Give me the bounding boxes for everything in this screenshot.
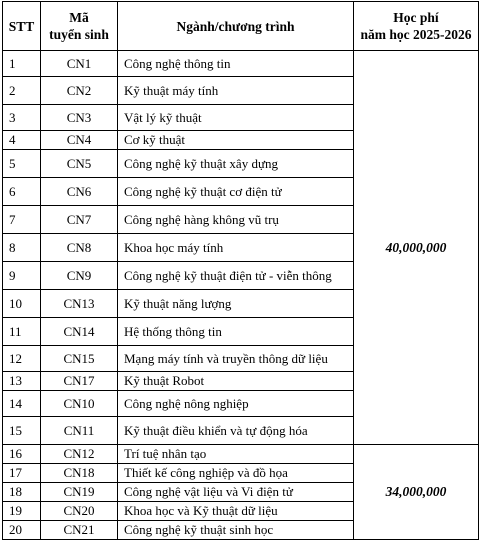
row-stt: 16: [3, 445, 41, 464]
row-code: CN1: [41, 51, 118, 77]
row-stt: 2: [3, 77, 41, 105]
row-program-name: Cơ kỹ thuật: [118, 131, 354, 150]
row-program-name: Công nghệ kỹ thuật sinh học: [118, 521, 354, 540]
row-program-name: Công nghệ thông tin: [118, 51, 354, 77]
row-stt: 3: [3, 105, 41, 131]
header-code-line1: Mã: [69, 10, 89, 25]
row-program-name: Công nghệ hàng không vũ trụ: [118, 206, 354, 234]
header-fee: [354, 2, 479, 51]
row-stt: 19: [3, 502, 41, 521]
row-stt: 11: [3, 318, 41, 346]
row-code: CN20: [41, 502, 118, 521]
row-stt: 1: [3, 51, 41, 77]
row-program-name: Công nghệ nông nghiệp: [118, 391, 354, 417]
row-program-name: Trí tuệ nhân tạo: [118, 445, 354, 464]
row-code: CN2: [41, 77, 118, 105]
row-code: CN18: [41, 464, 118, 483]
row-stt: 13: [3, 372, 41, 391]
row-code: CN15: [41, 346, 118, 372]
row-program-name: Khoa học máy tính: [118, 234, 354, 262]
row-code: CN13: [41, 290, 118, 318]
row-stt: 6: [3, 178, 41, 206]
row-stt: 12: [3, 346, 41, 372]
row-stt: 5: [3, 150, 41, 178]
row-code: CN4: [41, 131, 118, 150]
row-code: CN5: [41, 150, 118, 178]
row-stt: 8: [3, 234, 41, 262]
row-program-name: Kỹ thuật điều khiển và tự động hóa: [118, 417, 354, 445]
row-stt: 20: [3, 521, 41, 540]
tuition-fee: 40,000,000: [354, 51, 479, 445]
table-row: [3, 51, 479, 77]
row-program-name: Công nghệ vật liệu và Vi điện tử: [118, 483, 354, 502]
header-fee-line2: năm học 2025-2026: [360, 27, 472, 42]
row-stt: 7: [3, 206, 41, 234]
row-code: CN9: [41, 262, 118, 290]
row-program-name: Khoa học và Kỹ thuật dữ liệu: [118, 502, 354, 521]
row-code: CN7: [41, 206, 118, 234]
row-stt: 14: [3, 391, 41, 417]
row-code: CN11: [41, 417, 118, 445]
row-code: CN14: [41, 318, 118, 346]
row-code: CN6: [41, 178, 118, 206]
row-stt: 17: [3, 464, 41, 483]
header-stt: STT: [3, 2, 41, 51]
row-code: CN12: [41, 445, 118, 464]
header-program: Ngành/chương trình: [118, 2, 354, 51]
row-program-name: Vật lý kỹ thuật: [118, 105, 354, 131]
row-program-name: Kỹ thuật máy tính: [118, 77, 354, 105]
tuition-fee: 34,000,000: [354, 445, 479, 540]
row-program-name: Kỹ thuật Robot: [118, 372, 354, 391]
header-code-line2: tuyển sinh: [49, 27, 109, 42]
header-row: [3, 2, 479, 51]
row-code: CN19: [41, 483, 118, 502]
row-program-name: Kỹ thuật năng lượng: [118, 290, 354, 318]
row-stt: 9: [3, 262, 41, 290]
header-code: [41, 2, 118, 51]
row-stt: 15: [3, 417, 41, 445]
row-code: CN21: [41, 521, 118, 540]
row-stt: 18: [3, 483, 41, 502]
row-program-name: Công nghệ kỹ thuật cơ điện tử: [118, 178, 354, 206]
header-fee-line1: Học phí: [393, 10, 439, 25]
table-body: [3, 51, 479, 540]
row-stt: 4: [3, 131, 41, 150]
row-code: CN10: [41, 391, 118, 417]
table-row: [3, 445, 479, 464]
row-program-name: Công nghệ kỹ thuật xây dựng: [118, 150, 354, 178]
row-program-name: Thiết kế công nghiệp và đồ họa: [118, 464, 354, 483]
row-code: CN17: [41, 372, 118, 391]
row-code: CN8: [41, 234, 118, 262]
tuition-table: [2, 1, 479, 540]
row-program-name: Công nghệ kỹ thuật điện tử - viễn thông: [118, 262, 354, 290]
row-program-name: Mạng máy tính và truyền thông dữ liệu: [118, 346, 354, 372]
row-code: CN3: [41, 105, 118, 131]
row-program-name: Hệ thống thông tin: [118, 318, 354, 346]
row-stt: 10: [3, 290, 41, 318]
